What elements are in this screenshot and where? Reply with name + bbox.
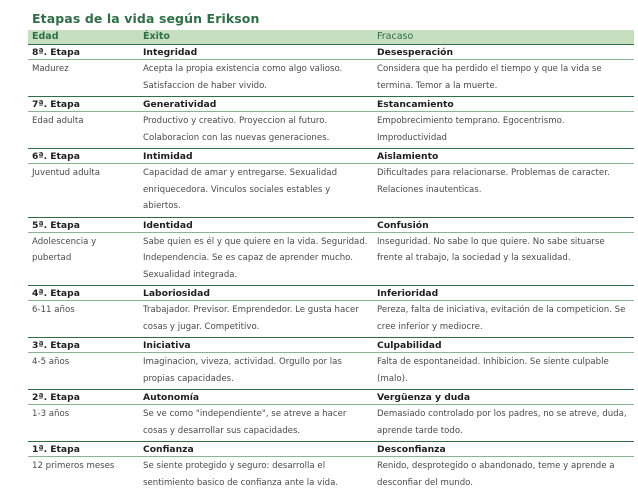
stage-label: 3ª. Etapa — [28, 338, 139, 353]
stage-header-row — [28, 45, 634, 60]
age-cell: Edad adulta — [28, 112, 139, 149]
success-description: Acepta la propia existencia como algo valioso. Satisfaccion de haber vivido. — [139, 60, 373, 97]
stage-label: 5ª. Etapa — [28, 217, 139, 232]
stage-label: 7ª. Etapa — [28, 97, 139, 112]
success-title: Generatividad — [139, 97, 373, 112]
success-title: Iniciativa — [139, 338, 373, 353]
column-header-fracaso: Fracaso — [373, 30, 634, 45]
stage-detail-row — [28, 301, 634, 338]
failure-title: Desconfianza — [373, 442, 634, 457]
success-description: Sabe quien es él y que quiere en la vida. Seguridad. Independencia. Se es capaz de aprender mucho. Sexualidad integrada. — [139, 232, 373, 286]
failure-title: Culpabilidad — [373, 338, 634, 353]
failure-title: Inferioridad — [373, 286, 634, 301]
success-description: Capacidad de amar y entregarse. Sexualidad enriquecedora. Vinculos sociales estables y abiertos. — [139, 164, 373, 218]
success-title: Laboriosidad — [139, 286, 373, 301]
stage-header-row — [28, 338, 634, 353]
failure-title: Confusión — [373, 217, 634, 232]
stage-header-row — [28, 217, 634, 232]
stage-detail-row — [28, 353, 634, 390]
table-header-row — [28, 30, 634, 45]
success-description: Se siente protegido y seguro: desarrolla el sentimiento basico de confianza ante la vida. — [139, 457, 373, 493]
stage-label: 8ª. Etapa — [28, 45, 139, 60]
column-header-exito: Éxito — [139, 30, 373, 45]
stage-detail-row — [28, 405, 634, 442]
failure-description: Empobrecimiento temprano. Egocentrismo. Improductividad — [373, 112, 634, 149]
stage-label: 4ª. Etapa — [28, 286, 139, 301]
stage-header-row — [28, 149, 634, 164]
column-header-edad: Edad — [28, 30, 139, 45]
failure-description: Falta de espontaneidad. Inhibicion. Se siente culpable (malo). — [373, 353, 634, 390]
erikson-stages-table — [28, 30, 634, 493]
stage-header-row — [28, 97, 634, 112]
failure-description: Dificultades para relacionarse. Problemas de caracter. Relaciones inautenticas. — [373, 164, 634, 218]
age-cell: 12 primeros meses — [28, 457, 139, 493]
stage-detail-row — [28, 164, 634, 218]
success-title: Integridad — [139, 45, 373, 60]
stage-detail-row — [28, 232, 634, 286]
success-description: Productivo y creativo. Proyeccion al futuro. Colaboracion con las nuevas generaciones. — [139, 112, 373, 149]
success-description: Trabajador. Previsor. Emprendedor. Le gusta hacer cosas y jugar. Competitivo. — [139, 301, 373, 338]
failure-description: Considera que ha perdido el tiempo y que la vida se termina. Temor a la muerte. — [373, 60, 634, 97]
age-cell: 1-3 años — [28, 405, 139, 442]
stage-label: 1ª. Etapa — [28, 442, 139, 457]
failure-description: Pereza, falta de iniciativa, evitación de la competicion. Se cree inferior y mediocre. — [373, 301, 634, 338]
age-cell: Juventud adulta — [28, 164, 139, 218]
failure-title: Estancamiento — [373, 97, 634, 112]
stage-header-row — [28, 442, 634, 457]
stage-label: 2ª. Etapa — [28, 390, 139, 405]
age-cell: Adolescencia y pubertad — [28, 232, 139, 286]
success-title: Intimidad — [139, 149, 373, 164]
stage-detail-row — [28, 457, 634, 493]
failure-title: Aislamiento — [373, 149, 634, 164]
success-description: Se ve como "independiente", se atreve a hacer cosas y desarrollar sus capacidades. — [139, 405, 373, 442]
failure-title: Vergüenza y duda — [373, 390, 634, 405]
age-cell: Madurez — [28, 60, 139, 97]
failure-title: Desesperación — [373, 45, 634, 60]
failure-description: Inseguridad. No sabe lo que quiere. No sabe situarse frente al trabajo, la sociedad y la sexualidad. — [373, 232, 634, 286]
stage-header-row — [28, 286, 634, 301]
stage-detail-row — [28, 60, 634, 97]
stage-detail-row — [28, 112, 634, 149]
stage-header-row — [28, 390, 634, 405]
failure-description: Renido, desprotegido o abandonado, teme y aprende a desconfiar del mundo. — [373, 457, 634, 493]
age-cell: 4-5 años — [28, 353, 139, 390]
document-title: Etapas de la vida según Erikson — [32, 11, 259, 26]
success-description: Imaginacion, viveza, actividad. Orgullo por las propias capacidades. — [139, 353, 373, 390]
failure-description: Demasiado controlado por los padres, no se atreve, duda, aprende tarde todo. — [373, 405, 634, 442]
success-title: Autonomía — [139, 390, 373, 405]
stage-label: 6ª. Etapa — [28, 149, 139, 164]
table-body — [28, 45, 634, 493]
success-title: Identidad — [139, 217, 373, 232]
age-cell: 6-11 años — [28, 301, 139, 338]
success-title: Confianza — [139, 442, 373, 457]
